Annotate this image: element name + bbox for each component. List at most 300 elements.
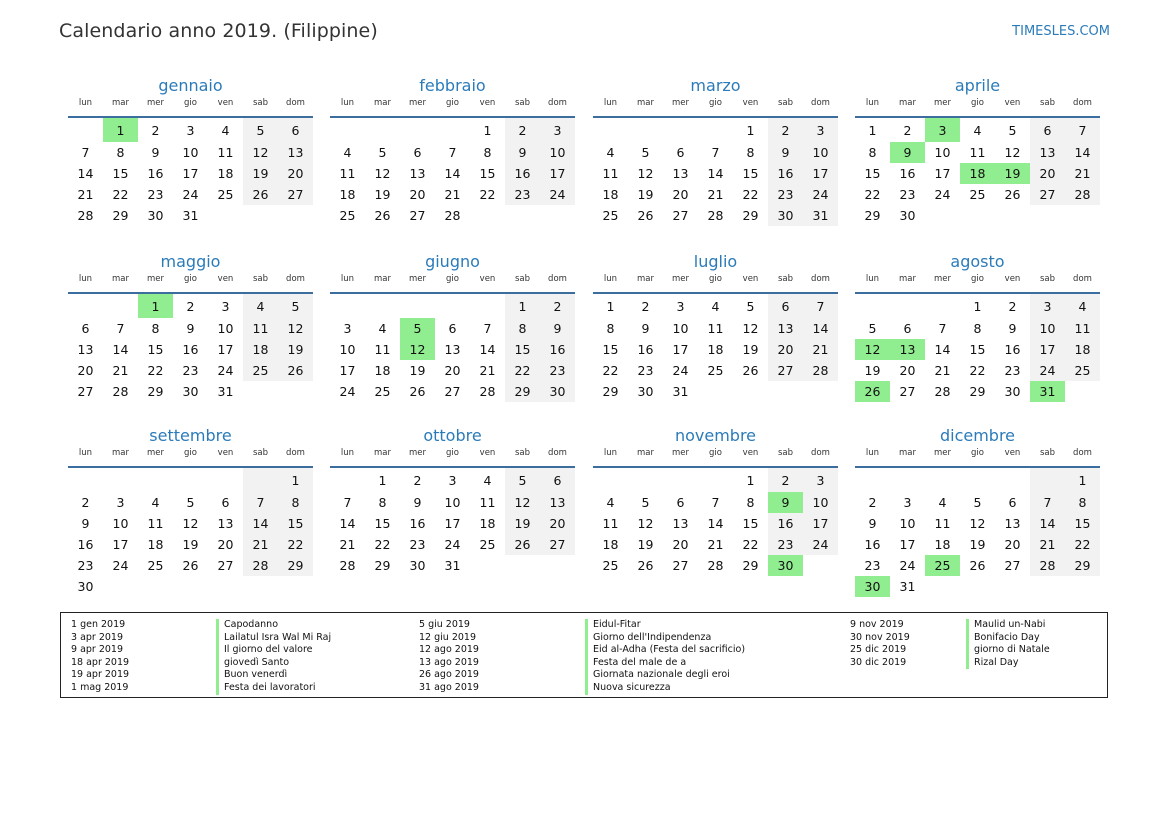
day-cell[interactable]: 22	[374, 537, 391, 552]
day-cell[interactable]: 4	[938, 495, 947, 510]
day-cell[interactable]: 6	[676, 145, 685, 160]
day-cell[interactable]: 6	[81, 321, 90, 336]
day-cell[interactable]: 12	[182, 516, 199, 531]
day-cell[interactable]: 18	[602, 187, 619, 202]
day-cell[interactable]: 16	[768, 163, 803, 184]
day-cell[interactable]: 15	[742, 166, 759, 181]
day-cell[interactable]: 7	[711, 495, 720, 510]
day-cell[interactable]: 23	[77, 558, 94, 573]
day-cell[interactable]: 18	[147, 537, 164, 552]
day-cell[interactable]: 31	[899, 579, 916, 594]
day-cell[interactable]: 23	[147, 187, 164, 202]
day-cell[interactable]: 30	[637, 384, 654, 399]
day-cell[interactable]: 8	[973, 321, 982, 336]
day-cell[interactable]: 18	[339, 187, 356, 202]
day-cell[interactable]: 9	[890, 142, 925, 163]
day-cell[interactable]: 20	[1030, 163, 1065, 184]
day-cell[interactable]: 29	[1065, 555, 1100, 576]
day-cell[interactable]: 16	[409, 516, 426, 531]
day-cell[interactable]: 15	[602, 342, 619, 357]
day-cell[interactable]: 12	[1004, 145, 1021, 160]
day-cell[interactable]: 25	[243, 360, 278, 381]
day-cell[interactable]: 2	[505, 117, 540, 142]
day-cell[interactable]: 2	[868, 495, 877, 510]
day-cell[interactable]: 28	[1030, 555, 1065, 576]
day-cell[interactable]: 8	[746, 495, 755, 510]
day-cell[interactable]: 3	[803, 117, 838, 142]
day-cell[interactable]: 15	[969, 342, 986, 357]
day-cell[interactable]: 25	[1065, 360, 1100, 381]
day-cell[interactable]: 7	[448, 145, 457, 160]
day-cell[interactable]: 20	[672, 537, 689, 552]
day-cell[interactable]: 15	[1065, 513, 1100, 534]
day-cell[interactable]: 28	[803, 360, 838, 381]
day-cell[interactable]: 26	[1004, 187, 1021, 202]
day-cell[interactable]: 24	[112, 558, 129, 573]
day-cell[interactable]: 8	[746, 145, 755, 160]
day-cell[interactable]: 2	[768, 467, 803, 492]
day-cell[interactable]: 4	[343, 145, 352, 160]
day-cell[interactable]: 19	[637, 187, 654, 202]
day-cell[interactable]: 13	[278, 142, 313, 163]
day-cell[interactable]: 14	[707, 516, 724, 531]
day-cell[interactable]: 5	[868, 321, 877, 336]
day-cell[interactable]: 16	[540, 339, 575, 360]
day-cell[interactable]: 22	[742, 537, 759, 552]
day-cell[interactable]: 29	[278, 555, 313, 576]
day-cell[interactable]: 25	[969, 187, 986, 202]
day-cell[interactable]: 20	[278, 163, 313, 184]
day-cell[interactable]: 28	[243, 555, 278, 576]
day-cell[interactable]: 6	[221, 495, 230, 510]
day-cell[interactable]: 20	[444, 363, 461, 378]
day-cell[interactable]: 24	[217, 363, 234, 378]
day-cell[interactable]: 29	[374, 558, 391, 573]
day-cell[interactable]: 18	[960, 163, 995, 184]
day-cell[interactable]: 19	[742, 342, 759, 357]
day-cell[interactable]: 14	[339, 516, 356, 531]
day-cell[interactable]: 11	[602, 516, 619, 531]
day-cell[interactable]: 14	[1065, 142, 1100, 163]
day-cell[interactable]: 30	[768, 205, 803, 226]
day-cell[interactable]: 22	[1065, 534, 1100, 555]
day-cell[interactable]: 4	[243, 293, 278, 318]
day-cell[interactable]: 21	[707, 187, 724, 202]
day-cell[interactable]: 29	[112, 208, 129, 223]
day-cell[interactable]: 22	[505, 360, 540, 381]
day-cell[interactable]: 11	[479, 495, 496, 510]
day-cell[interactable]: 16	[864, 537, 881, 552]
day-cell[interactable]: 19	[505, 513, 540, 534]
day-cell[interactable]: 19	[995, 163, 1030, 184]
day-cell[interactable]: 15	[864, 166, 881, 181]
day-cell[interactable]: 18	[479, 516, 496, 531]
day-cell[interactable]: 13	[444, 342, 461, 357]
day-cell[interactable]: 9	[868, 516, 877, 531]
day-cell[interactable]: 9	[186, 321, 195, 336]
day-cell[interactable]: 22	[479, 187, 496, 202]
day-cell[interactable]: 30	[768, 555, 803, 576]
day-cell[interactable]: 14	[444, 166, 461, 181]
day-cell[interactable]: 17	[1030, 339, 1065, 360]
day-cell[interactable]: 30	[899, 208, 916, 223]
day-cell[interactable]: 5	[973, 495, 982, 510]
day-cell[interactable]: 12	[505, 492, 540, 513]
day-cell[interactable]: 10	[339, 342, 356, 357]
day-cell[interactable]: 5	[378, 145, 387, 160]
day-cell[interactable]: 4	[606, 495, 615, 510]
day-cell[interactable]: 12	[969, 516, 986, 531]
day-cell[interactable]: 5	[746, 298, 755, 314]
day-cell[interactable]: 6	[676, 495, 685, 510]
day-cell[interactable]: 26	[742, 363, 759, 378]
day-cell[interactable]: 6	[1030, 117, 1065, 142]
day-cell[interactable]: 1	[746, 472, 755, 488]
day-cell[interactable]: 30	[77, 579, 94, 594]
day-cell[interactable]: 13	[890, 339, 925, 360]
day-cell[interactable]: 27	[899, 384, 916, 399]
day-cell[interactable]: 23	[505, 184, 540, 205]
day-cell[interactable]: 2	[903, 122, 912, 138]
day-cell[interactable]: 14	[1030, 513, 1065, 534]
day-cell[interactable]: 11	[374, 342, 391, 357]
day-cell[interactable]: 15	[505, 339, 540, 360]
day-cell[interactable]: 20	[540, 513, 575, 534]
day-cell[interactable]: 23	[540, 360, 575, 381]
day-cell[interactable]: 26	[243, 184, 278, 205]
day-cell[interactable]: 28	[707, 558, 724, 573]
day-cell[interactable]: 7	[483, 321, 492, 336]
day-cell[interactable]: 10	[217, 321, 234, 336]
day-cell[interactable]: 10	[803, 492, 838, 513]
day-cell[interactable]: 1	[138, 293, 173, 318]
day-cell[interactable]: 1	[278, 467, 313, 492]
day-cell[interactable]: 29	[864, 208, 881, 223]
day-cell[interactable]: 2	[641, 298, 650, 314]
day-cell[interactable]: 11	[147, 516, 164, 531]
day-cell[interactable]: 26	[969, 558, 986, 573]
day-cell[interactable]: 31	[444, 558, 461, 573]
day-cell[interactable]: 17	[803, 163, 838, 184]
day-cell[interactable]: 14	[803, 318, 838, 339]
day-cell[interactable]: 16	[1004, 342, 1021, 357]
day-cell[interactable]: 13	[1004, 516, 1021, 531]
day-cell[interactable]: 18	[217, 166, 234, 181]
day-cell[interactable]: 8	[868, 145, 877, 160]
day-cell[interactable]: 23	[899, 187, 916, 202]
day-cell[interactable]: 16	[768, 513, 803, 534]
day-cell[interactable]: 1	[973, 298, 982, 314]
day-cell[interactable]: 7	[343, 495, 352, 510]
day-cell[interactable]: 8	[116, 145, 125, 160]
day-cell[interactable]: 4	[151, 495, 160, 510]
day-cell[interactable]: 2	[1008, 298, 1017, 314]
day-cell[interactable]: 13	[1030, 142, 1065, 163]
day-cell[interactable]: 15	[147, 342, 164, 357]
day-cell[interactable]: 21	[112, 363, 129, 378]
day-cell[interactable]: 4	[606, 145, 615, 160]
day-cell[interactable]: 26	[182, 558, 199, 573]
day-cell[interactable]: 8	[278, 492, 313, 513]
day-cell[interactable]: 21	[934, 363, 951, 378]
day-cell[interactable]: 2	[186, 298, 195, 314]
day-cell[interactable]: 9	[768, 142, 803, 163]
day-cell[interactable]: 3	[676, 298, 685, 314]
day-cell[interactable]: 18	[934, 537, 951, 552]
day-cell[interactable]: 26	[637, 558, 654, 573]
day-cell[interactable]: 12	[243, 142, 278, 163]
day-cell[interactable]: 25	[707, 363, 724, 378]
day-cell[interactable]: 21	[243, 534, 278, 555]
day-cell[interactable]: 12	[400, 339, 435, 360]
day-cell[interactable]: 20	[409, 187, 426, 202]
day-cell[interactable]: 29	[742, 558, 759, 573]
day-cell[interactable]: 8	[606, 321, 615, 336]
day-cell[interactable]: 10	[803, 142, 838, 163]
day-cell[interactable]: 10	[112, 516, 129, 531]
day-cell[interactable]: 6	[1008, 495, 1017, 510]
day-cell[interactable]: 2	[540, 293, 575, 318]
day-cell[interactable]: 23	[864, 558, 881, 573]
day-cell[interactable]: 13	[217, 516, 234, 531]
day-cell[interactable]: 16	[899, 166, 916, 181]
day-cell[interactable]: 19	[969, 537, 986, 552]
day-cell[interactable]: 26	[855, 381, 890, 402]
day-cell[interactable]: 27	[672, 558, 689, 573]
day-cell[interactable]: 6	[540, 467, 575, 492]
day-cell[interactable]: 31	[217, 384, 234, 399]
day-cell[interactable]: 24	[182, 187, 199, 202]
day-cell[interactable]: 3	[343, 321, 352, 336]
day-cell[interactable]: 31	[182, 208, 199, 223]
day-cell[interactable]: 10	[672, 321, 689, 336]
day-cell[interactable]: 20	[672, 187, 689, 202]
day-cell[interactable]: 23	[409, 537, 426, 552]
day-cell[interactable]: 4	[221, 122, 230, 138]
day-cell[interactable]: 9	[1008, 321, 1017, 336]
day-cell[interactable]: 27	[1030, 184, 1065, 205]
day-cell[interactable]: 21	[339, 537, 356, 552]
day-cell[interactable]: 4	[711, 298, 720, 314]
day-cell[interactable]: 15	[112, 166, 129, 181]
day-cell[interactable]: 19	[409, 363, 426, 378]
day-cell[interactable]: 28	[479, 384, 496, 399]
day-cell[interactable]: 23	[182, 363, 199, 378]
day-cell[interactable]: 22	[742, 187, 759, 202]
day-cell[interactable]: 6	[768, 293, 803, 318]
day-cell[interactable]: 15	[479, 166, 496, 181]
day-cell[interactable]: 1	[505, 293, 540, 318]
day-cell[interactable]: 7	[1065, 117, 1100, 142]
day-cell[interactable]: 20	[217, 537, 234, 552]
day-cell[interactable]: 24	[540, 184, 575, 205]
day-cell[interactable]: 31	[672, 384, 689, 399]
day-cell[interactable]: 9	[768, 492, 803, 513]
day-cell[interactable]: 20	[77, 363, 94, 378]
day-cell[interactable]: 21	[707, 537, 724, 552]
day-cell[interactable]: 13	[672, 516, 689, 531]
day-cell[interactable]: 15	[742, 516, 759, 531]
day-cell[interactable]: 29	[505, 381, 540, 402]
day-cell[interactable]: 10	[182, 145, 199, 160]
day-cell[interactable]: 8	[151, 321, 160, 336]
day-cell[interactable]: 1	[103, 117, 138, 142]
day-cell[interactable]: 10	[899, 516, 916, 531]
day-cell[interactable]: 17	[899, 537, 916, 552]
day-cell[interactable]: 11	[339, 166, 356, 181]
day-cell[interactable]: 21	[77, 187, 94, 202]
day-cell[interactable]: 11	[1065, 318, 1100, 339]
day-cell[interactable]: 13	[768, 318, 803, 339]
day-cell[interactable]: 1	[868, 122, 877, 138]
day-cell[interactable]: 3	[540, 117, 575, 142]
day-cell[interactable]: 4	[378, 321, 387, 336]
day-cell[interactable]: 1	[1065, 467, 1100, 492]
day-cell[interactable]: 24	[803, 184, 838, 205]
day-cell[interactable]: 10	[934, 145, 951, 160]
day-cell[interactable]: 16	[182, 342, 199, 357]
day-cell[interactable]: 25	[339, 208, 356, 223]
day-cell[interactable]: 23	[768, 184, 803, 205]
day-cell[interactable]: 15	[374, 516, 391, 531]
day-cell[interactable]: 22	[278, 534, 313, 555]
day-cell[interactable]: 13	[77, 342, 94, 357]
day-cell[interactable]: 17	[540, 163, 575, 184]
day-cell[interactable]: 9	[151, 145, 160, 160]
day-cell[interactable]: 16	[77, 537, 94, 552]
day-cell[interactable]: 5	[400, 318, 435, 339]
day-cell[interactable]: 1	[378, 472, 387, 488]
day-cell[interactable]: 30	[147, 208, 164, 223]
day-cell[interactable]: 29	[742, 208, 759, 223]
day-cell[interactable]: 6	[448, 321, 457, 336]
day-cell[interactable]: 11	[934, 516, 951, 531]
day-cell[interactable]: 9	[540, 318, 575, 339]
site-link[interactable]: TIMESLES.COM	[1012, 24, 1110, 39]
day-cell[interactable]: 2	[768, 117, 803, 142]
day-cell[interactable]: 19	[374, 187, 391, 202]
day-cell[interactable]: 18	[707, 342, 724, 357]
day-cell[interactable]: 19	[278, 339, 313, 360]
day-cell[interactable]: 25	[479, 537, 496, 552]
day-cell[interactable]: 12	[742, 321, 759, 336]
day-cell[interactable]: 20	[768, 339, 803, 360]
day-cell[interactable]: 3	[448, 472, 457, 488]
day-cell[interactable]: 3	[221, 298, 230, 314]
day-cell[interactable]: 19	[637, 537, 654, 552]
day-cell[interactable]: 18	[374, 363, 391, 378]
day-cell[interactable]: 30	[540, 381, 575, 402]
day-cell[interactable]: 9	[505, 142, 540, 163]
day-cell[interactable]: 29	[147, 384, 164, 399]
day-cell[interactable]: 19	[864, 363, 881, 378]
day-cell[interactable]: 3	[925, 117, 960, 142]
day-cell[interactable]: 26	[505, 534, 540, 555]
day-cell[interactable]: 9	[641, 321, 650, 336]
day-cell[interactable]: 18	[243, 339, 278, 360]
day-cell[interactable]: 23	[637, 363, 654, 378]
day-cell[interactable]: 28	[1065, 184, 1100, 205]
day-cell[interactable]: 8	[1065, 492, 1100, 513]
day-cell[interactable]: 19	[243, 163, 278, 184]
day-cell[interactable]: 4	[483, 472, 492, 488]
day-cell[interactable]: 7	[116, 321, 125, 336]
day-cell[interactable]: 2	[151, 122, 160, 138]
day-cell[interactable]: 17	[803, 513, 838, 534]
day-cell[interactable]: 3	[186, 122, 195, 138]
day-cell[interactable]: 3	[1030, 293, 1065, 318]
day-cell[interactable]: 28	[112, 384, 129, 399]
day-cell[interactable]: 14	[934, 342, 951, 357]
day-cell[interactable]: 2	[81, 495, 90, 510]
day-cell[interactable]: 27	[77, 384, 94, 399]
day-cell[interactable]: 1	[483, 122, 492, 138]
day-cell[interactable]: 3	[903, 495, 912, 510]
day-cell[interactable]: 26	[637, 208, 654, 223]
day-cell[interactable]: 3	[116, 495, 125, 510]
day-cell[interactable]: 14	[112, 342, 129, 357]
day-cell[interactable]: 11	[707, 321, 724, 336]
day-cell[interactable]: 17	[934, 166, 951, 181]
day-cell[interactable]: 4	[973, 122, 982, 138]
day-cell[interactable]: 31	[1030, 381, 1065, 402]
day-cell[interactable]: 28	[444, 208, 461, 223]
day-cell[interactable]: 8	[505, 318, 540, 339]
day-cell[interactable]: 16	[147, 166, 164, 181]
day-cell[interactable]: 22	[969, 363, 986, 378]
day-cell[interactable]: 5	[243, 117, 278, 142]
day-cell[interactable]: 6	[278, 117, 313, 142]
day-cell[interactable]: 27	[1004, 558, 1021, 573]
day-cell[interactable]: 12	[278, 318, 313, 339]
day-cell[interactable]: 24	[339, 384, 356, 399]
day-cell[interactable]: 20	[899, 363, 916, 378]
day-cell[interactable]: 21	[479, 363, 496, 378]
day-cell[interactable]: 27	[444, 384, 461, 399]
day-cell[interactable]: 1	[746, 122, 755, 138]
day-cell[interactable]: 5	[186, 495, 195, 510]
day-cell[interactable]: 18	[1065, 339, 1100, 360]
day-cell[interactable]: 22	[112, 187, 129, 202]
day-cell[interactable]: 22	[602, 363, 619, 378]
day-cell[interactable]: 27	[278, 184, 313, 205]
day-cell[interactable]: 21	[444, 187, 461, 202]
day-cell[interactable]: 25	[147, 558, 164, 573]
day-cell[interactable]: 25	[217, 187, 234, 202]
day-cell[interactable]: 12	[637, 166, 654, 181]
day-cell[interactable]: 17	[112, 537, 129, 552]
day-cell[interactable]: 27	[540, 534, 575, 555]
day-cell[interactable]: 10	[1030, 318, 1065, 339]
day-cell[interactable]: 21	[1065, 163, 1100, 184]
day-cell[interactable]: 28	[707, 208, 724, 223]
day-cell[interactable]: 14	[479, 342, 496, 357]
day-cell[interactable]: 20	[1004, 537, 1021, 552]
day-cell[interactable]: 11	[602, 166, 619, 181]
day-cell[interactable]: 11	[217, 145, 234, 160]
day-cell[interactable]: 5	[1008, 122, 1017, 138]
day-cell[interactable]: 17	[672, 342, 689, 357]
day-cell[interactable]: 6	[413, 145, 422, 160]
day-cell[interactable]: 26	[409, 384, 426, 399]
day-cell[interactable]: 28	[934, 384, 951, 399]
day-cell[interactable]: 22	[147, 363, 164, 378]
day-cell[interactable]: 4	[1065, 293, 1100, 318]
day-cell[interactable]: 26	[374, 208, 391, 223]
day-cell[interactable]: 11	[969, 145, 986, 160]
day-cell[interactable]: 13	[540, 492, 575, 513]
day-cell[interactable]: 24	[934, 187, 951, 202]
